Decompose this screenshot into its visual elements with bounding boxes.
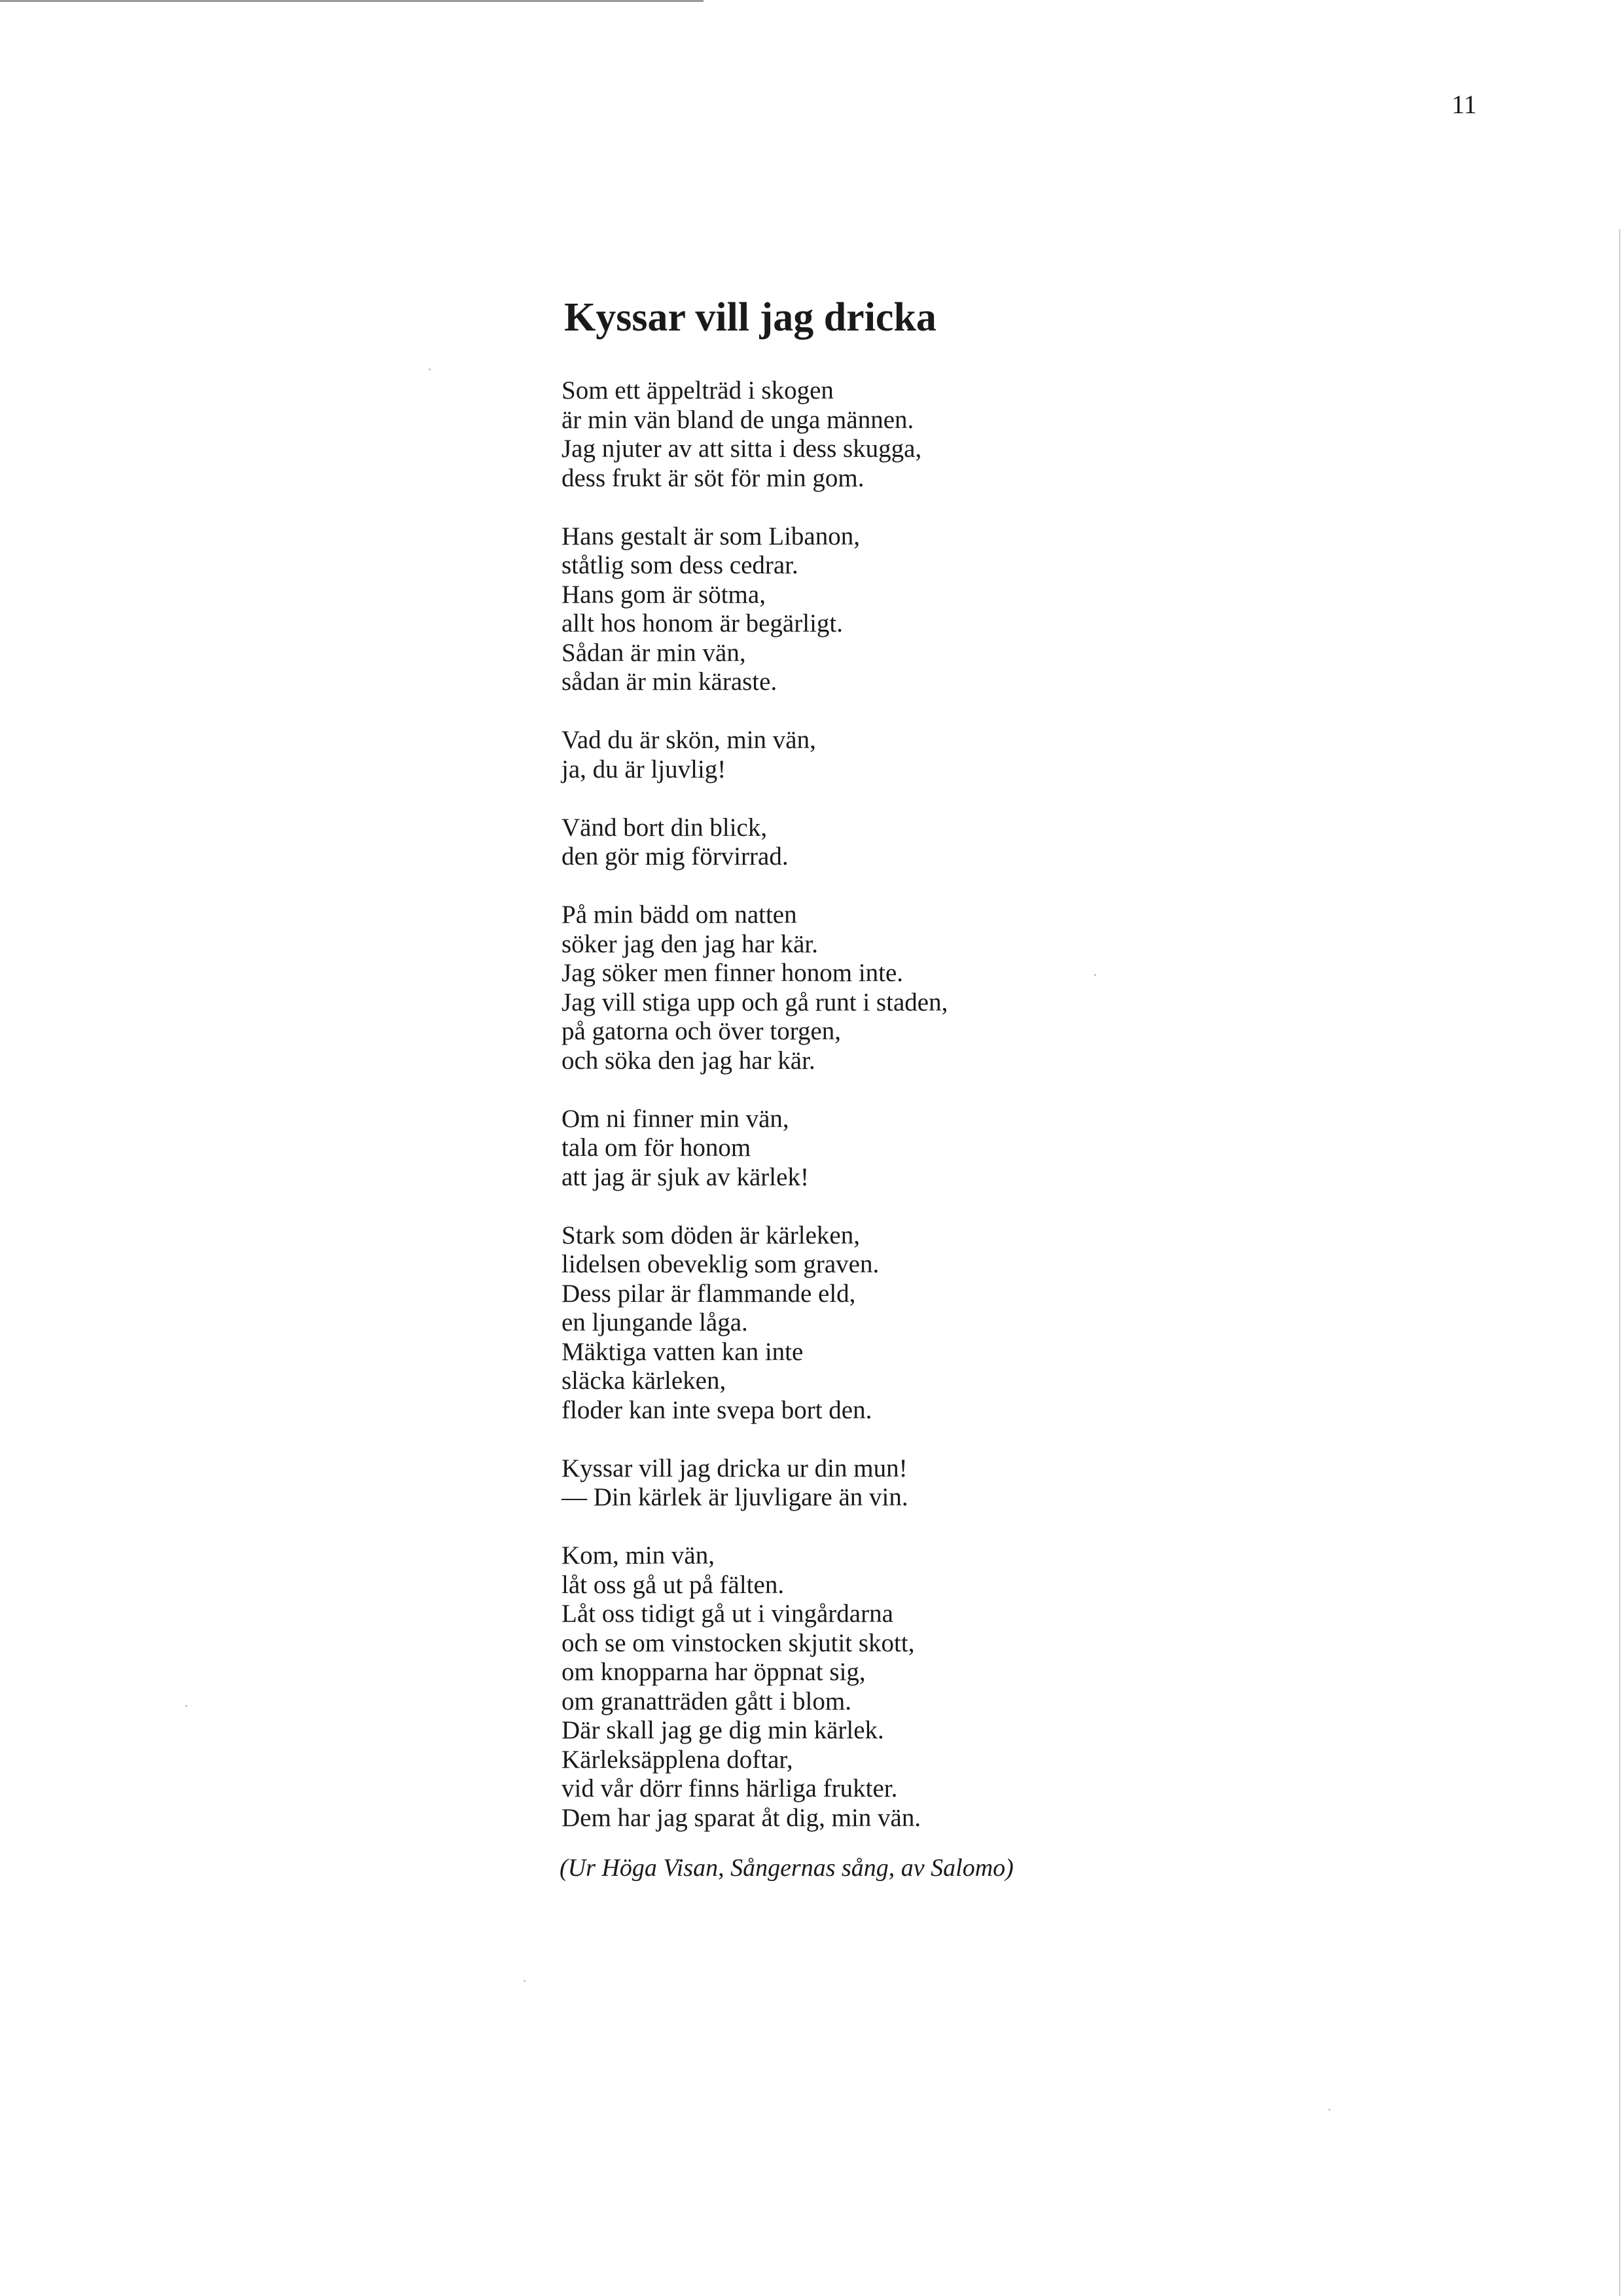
poem-line: Kom, min vän, [562, 1541, 715, 1570]
poem-body [562, 376, 1412, 1862]
poem-line: lidelsen obeveklig som graven. [562, 1250, 880, 1278]
scan-speck [524, 1980, 526, 1982]
poem-line: och se om vinstocken skjutit skott, [562, 1628, 915, 1657]
poem-line: Jag söker men finner honom inte. [562, 959, 904, 987]
poem-line: Kärleksäpplena doftar, [562, 1745, 793, 1774]
poem-line: om knopparna har öppnat sig, [562, 1658, 866, 1686]
poem-source-citation: (Ur Höga Visan, Sångernas sång, av Salomo) [560, 1854, 1014, 1882]
poem-line: Jag vill stiga upp och gå runt i staden, [562, 988, 948, 1016]
poem-stanza [562, 901, 1412, 1075]
poem-line: allt hos honom är begärligt. [562, 609, 843, 637]
poem-line: På min bädd om natten [562, 901, 797, 929]
poem-line: Mäktiga vatten kan inte [562, 1337, 804, 1366]
scan-edge-line-right [1619, 229, 1620, 2296]
poem-line: Dem har jag sparat åt dig, min vän. [562, 1803, 921, 1832]
poem-line: tala om för honom [562, 1134, 751, 1162]
poem-line: dess frukt är söt för min gom. [562, 463, 865, 492]
poem-line: och söka den jag har kär. [562, 1046, 815, 1075]
poem-line: låt oss gå ut på fälten. [562, 1570, 785, 1599]
poem-line: ståtlig som dess cedrar. [562, 551, 798, 579]
poem-line: Kyssar vill jag dricka ur din mun! [562, 1454, 908, 1482]
poem-stanza [562, 1221, 1412, 1426]
poem-line: Stark som döden är kärleken, [562, 1221, 860, 1249]
poem-line: släcka kärleken, [562, 1367, 726, 1395]
scan-speck [429, 368, 431, 370]
poem-stanza [562, 814, 1412, 872]
poem-line: Vad du är skön, min vän, [562, 726, 816, 754]
poem-line: söker jag den jag har kär. [562, 929, 819, 958]
poem-line: på gatorna och över torgen, [562, 1017, 842, 1045]
poem-line: att jag är sjuk av kärlek! [562, 1162, 809, 1191]
poem-line: är min vän bland de unga männen. [562, 405, 914, 434]
poem-line: Låt oss tidigt gå ut i vingårdarna [562, 1600, 893, 1628]
poem-line: Om ni finner min vän, [562, 1104, 789, 1133]
poem-stanza [562, 522, 1412, 697]
poem-stanza [562, 1454, 1412, 1513]
poem-stanza [562, 376, 1412, 493]
poem-line: en ljungande låga. [562, 1308, 748, 1336]
poem-line: floder kan inte svepa bort den. [562, 1395, 872, 1424]
poem-line: om granatträden gått i blom. [562, 1687, 851, 1715]
poem-stanza [562, 726, 1412, 784]
poem-line: Sådan är min vän, [562, 638, 746, 667]
scan-speck [185, 1705, 187, 1707]
poem-line: den gör mig förvirrad. [562, 842, 789, 870]
poem-line: Dess pilar är flammande eld, [562, 1279, 856, 1308]
poem-line: Hans gestalt är som Libanon, [562, 522, 860, 550]
poem-line: Hans gom är sötma, [562, 580, 766, 609]
poem-line: Jag njuter av att sitta i dess skugga, [562, 435, 922, 463]
poem-stanza [562, 1541, 1412, 1833]
page-number: 11 [1452, 90, 1477, 119]
poem-line: Där skall jag ge dig min kärlek. [562, 1716, 884, 1744]
poem-line: sådan är min käraste. [562, 668, 777, 696]
poem-title: Kyssar vill jag dricka [564, 295, 936, 340]
poem-line: Vänd bort din blick, [562, 813, 768, 842]
poem-line: vid vår dörr finns härliga frukter. [562, 1774, 898, 1803]
poem-line: — Din kärlek är ljuvligare än vin. [562, 1483, 908, 1511]
scan-speck [1329, 2109, 1330, 2111]
scan-edge-line-top [0, 0, 704, 2]
poem-stanza [562, 1105, 1412, 1193]
poem-line: Som ett äppelträd i skogen [562, 376, 834, 404]
poem-line: ja, du är ljuvlig! [562, 755, 726, 783]
